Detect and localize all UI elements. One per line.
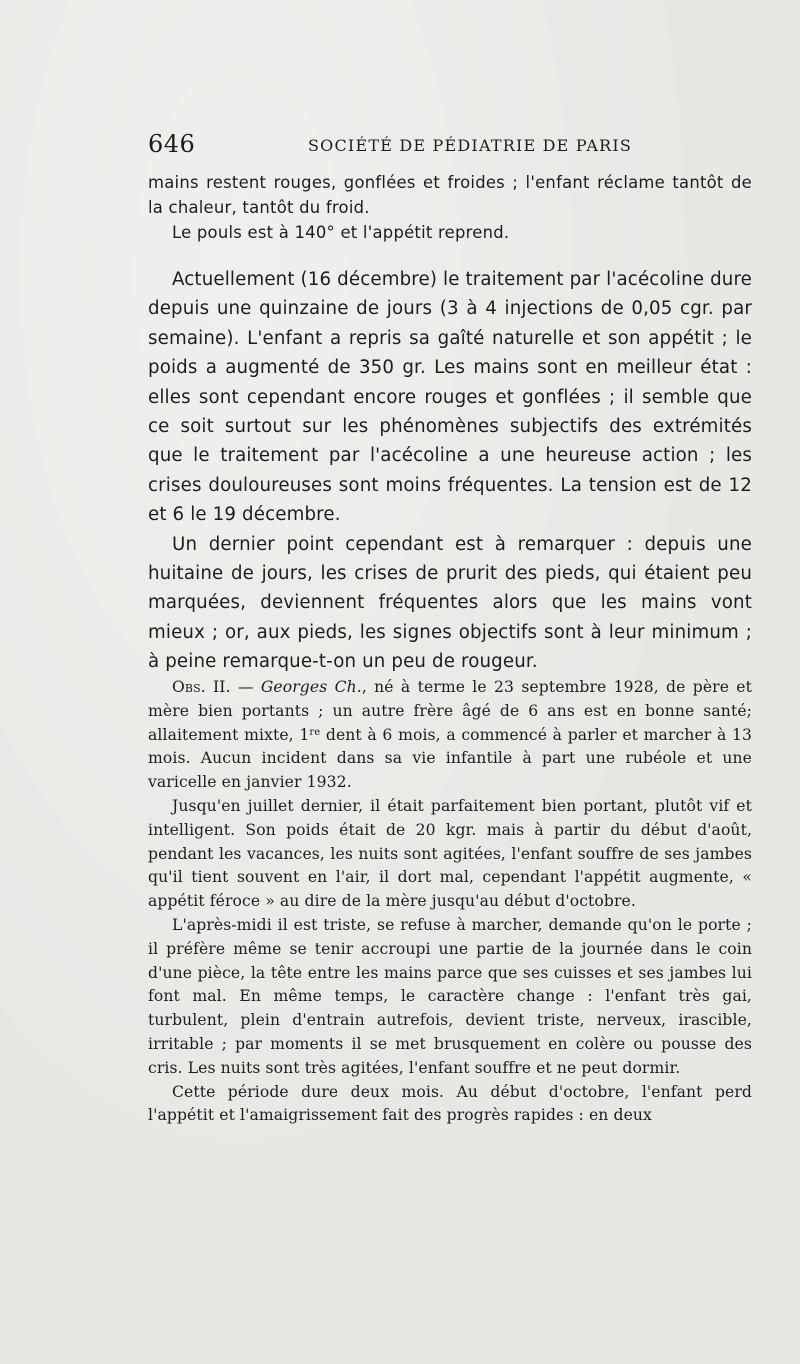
paragraph-last-point: Un dernier point cependant est à remarquer : depuis une huitaine de jours, les crises de prurit des pieds, qui étaient peu marquées, deviennent fréquentes alors que les mains vont mieux ; or, aux pieds, les signes objectifs sont à leur minimum ; à peine remarque-t-on un peu de rougeur.: [148, 533, 752, 673]
paragraph-pulse: Le pouls est à 140° et l'appétit reprend.: [172, 223, 510, 242]
observation-text: [148, 676, 752, 1128]
paragraph-continuation: mains restent rouges, gonflées et froides ; l'enfant réclame tantôt de la chaleur, tantôt du froid.: [148, 173, 752, 217]
page-number: 646: [148, 130, 196, 158]
running-title: SOCIÉTÉ DE PÉDIATRIE DE PARIS: [308, 136, 633, 155]
observation-paragraph-2: Jusqu'en juillet dernier, il était parfaitement bien portant, plutôt vif et intelligent. Son poids était de 20 kgr. mais à partir du début d'août, pendant les vacances, les nuits sont agitées, l'enfant souffre de ses jambes qu'il tient souvent en l'air, il dort mal, cependant l'appétit augmente, « appétit féroce » au dire de la mère jusqu'au début d'octobre.: [148, 796, 752, 911]
paragraph-current-status: Actuellement (16 décembre) le traitement par l'acécoline dure depuis une quinzaine de jours (3 à 4 injections de 0,05 cgr. par semaine). L'enfant a repris sa gaîté naturelle et son appétit ; le poids a augmenté de 350 gr. Les mains sont en meilleur état : elles sont cependant encore rouges et gonflées ; il semble que ce soit surtout sur les phénomènes subjectifs des extrémités que le traitement par l'acécoline a une heureuse action ; les crises douloureuses sont moins fréquentes. La tension est de 12 et 6 le 19 décembre.: [148, 269, 753, 526]
page-header: [148, 130, 758, 162]
observation-dash: —: [230, 678, 261, 696]
patient-name: Georges Ch.: [260, 678, 362, 696]
observation-text-2: dent à 6 mois, a commencé à parler et marcher à 13 mois. Aucun incident dans sa vie infantile à part une rubéole et une varicelle en janvier 1932.: [148, 725, 752, 792]
ordinal-superscript: re: [309, 726, 321, 738]
observation-paragraph-4: Cette période dure deux mois. Au début d'octobre, l'enfant perd l'appétit et l'amaigrissement fait des progrès rapides : en deux: [148, 1082, 752, 1125]
observation-paragraph-3: L'après-midi il est triste, se refuse à marcher, demande qu'on le porte ; il préfère même se tenir accroupi une partie de la journée dans le coin d'une pièce, la tête entre les mains parce que ses cuisses et ses jambes lui font mal. En même temps, le caractère change : l'enfant très gai, turbulent, plein d'entrain autrefois, devient triste, nerveux, irascible, irritable ; par moments il se met brusquement en colère ou pousse des cris. Les nuits sont très agitées, l'enfant souffre et ne peut dormir.: [148, 915, 752, 1077]
observation-paragraph-1: [148, 676, 752, 795]
observation-label: Obs. II.: [172, 678, 231, 696]
observation-text-1: , né à terme le 23 septembre 1928, de père et mère bien portants ; un autre frère âgé de 6 ans est en bonne santé; allaitement mixte, 1: [148, 678, 753, 744]
main-text: [148, 170, 752, 677]
